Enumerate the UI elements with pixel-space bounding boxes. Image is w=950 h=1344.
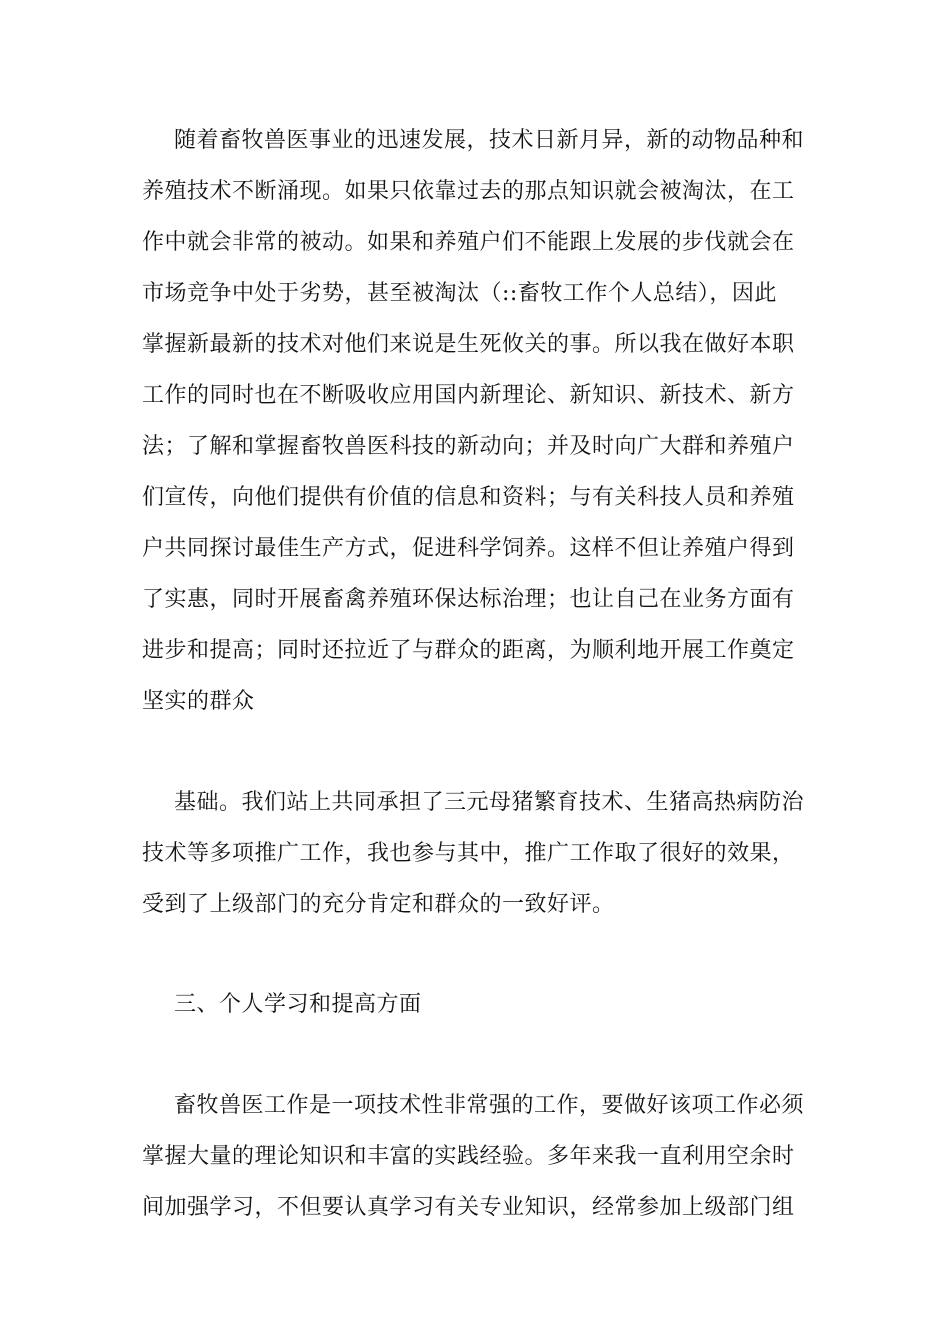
text-line: 基础。我们站上共同承担了三元母猪繁育技术、生猪高热病防治 bbox=[174, 790, 805, 815]
text-line: 们宣传，向他们提供有价值的信息和资料；与有关科技人员和养殖 bbox=[142, 485, 795, 510]
text-line: 掌握大量的理论知识和丰富的实践经验。多年来我一直利用空余时 bbox=[142, 1144, 795, 1169]
text-line: 工作的同时也在不断吸收应用国内新理论、新知识、新技术、新方 bbox=[142, 383, 795, 408]
text-line: 进步和提高；同时还拉近了与群众的距离，为顺利地开展工作奠定 bbox=[142, 638, 795, 663]
text-line: 坚实的群众 bbox=[142, 689, 255, 714]
text-line: 了实惠，同时开展畜禽养殖环保达标治理；也让自己在业务方面有 bbox=[142, 587, 795, 612]
section-heading: 三、个人学习和提高方面 bbox=[174, 992, 422, 1017]
text-line: 养殖技术不断涌现。如果只依靠过去的那点知识就会被淘汰，在工 bbox=[142, 179, 795, 204]
text-line: 间加强学习，不但要认真学习有关专业知识，经常参加上级部门组 bbox=[142, 1195, 795, 1220]
text-line: 畜牧兽医工作是一项技术性非常强的工作，要做好该项工作必须 bbox=[174, 1093, 805, 1118]
text-line: 作中就会非常的被动。如果和养殖户们不能跟上发展的步伐就会在 bbox=[142, 230, 795, 255]
text-line: 技术等多项推广工作，我也参与其中，推广工作取了很好的效果， bbox=[142, 841, 795, 866]
text-line: 掌握新最新的技术对他们来说是生死攸关的事。所以我在做好本职 bbox=[142, 332, 795, 357]
text-line: 法；了解和掌握畜牧兽医科技的新动向；并及时向广大群和养殖户 bbox=[142, 434, 795, 459]
text-line: 随着畜牧兽医事业的迅速发展，技术日新月异，新的动物品种和 bbox=[174, 128, 805, 153]
text-line: 户共同探讨最佳生产方式，促进科学饲养。这样不但让养殖户得到 bbox=[142, 536, 795, 561]
text-line: 市场竞争中处于劣势，甚至被淘汰（::畜牧工作个人总结），因此 bbox=[142, 281, 777, 306]
text-line: 受到了上级部门的充分肯定和群众的一致好评。 bbox=[142, 892, 615, 917]
